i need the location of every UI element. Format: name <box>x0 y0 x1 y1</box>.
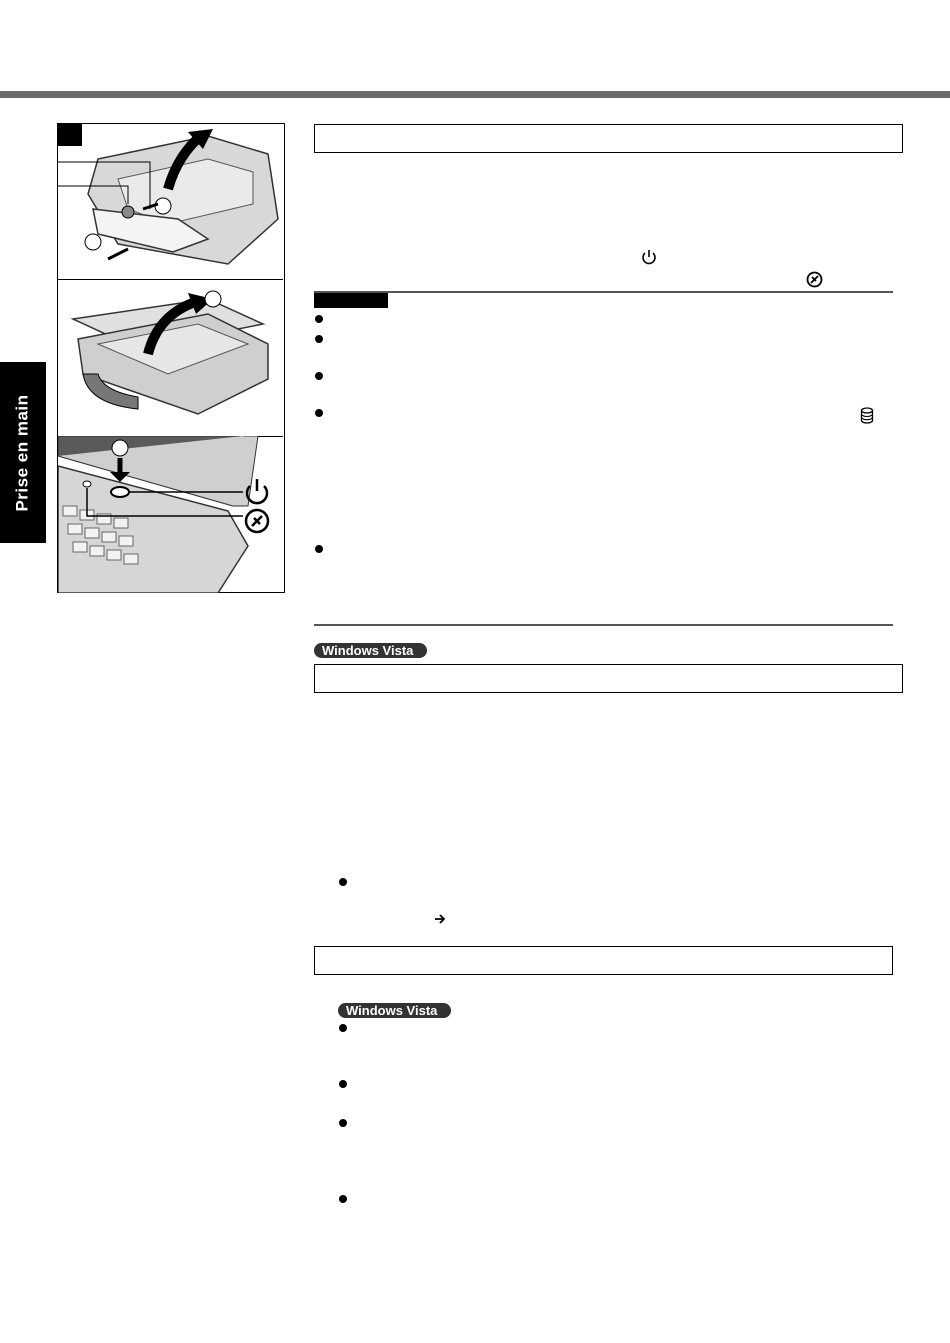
header-bar <box>0 91 950 98</box>
hdd-status-icon <box>860 407 874 424</box>
section-divider <box>314 624 893 626</box>
section-header-box <box>314 664 903 693</box>
note-divider <box>314 291 893 293</box>
note-label <box>314 293 388 308</box>
list-bullet <box>339 1080 347 1088</box>
step-marker <box>58 124 82 146</box>
illustration-open-latch <box>58 124 283 280</box>
section-header-box <box>314 946 893 975</box>
power-indicator-icon <box>806 271 823 288</box>
setup-illustration <box>57 123 285 593</box>
windows-vista-badge: Windows Vista <box>314 643 427 658</box>
list-bullet <box>315 409 323 417</box>
list-bullet <box>339 1024 347 1032</box>
power-icon <box>641 249 657 265</box>
list-bullet <box>339 1119 347 1127</box>
illustration-power-on <box>58 436 283 593</box>
list-bullet <box>315 315 323 323</box>
windows-vista-badge: Windows Vista <box>338 1003 451 1018</box>
arrow-right-icon <box>434 913 446 925</box>
list-bullet <box>339 878 347 886</box>
section-header-box <box>314 124 903 153</box>
illustration-lift-lid <box>58 279 283 437</box>
section-tab <box>0 362 46 543</box>
list-bullet <box>315 545 323 553</box>
section-tab-label: Prise en main <box>13 393 32 512</box>
list-bullet <box>315 372 323 380</box>
list-bullet <box>339 1195 347 1203</box>
list-bullet <box>315 335 323 343</box>
